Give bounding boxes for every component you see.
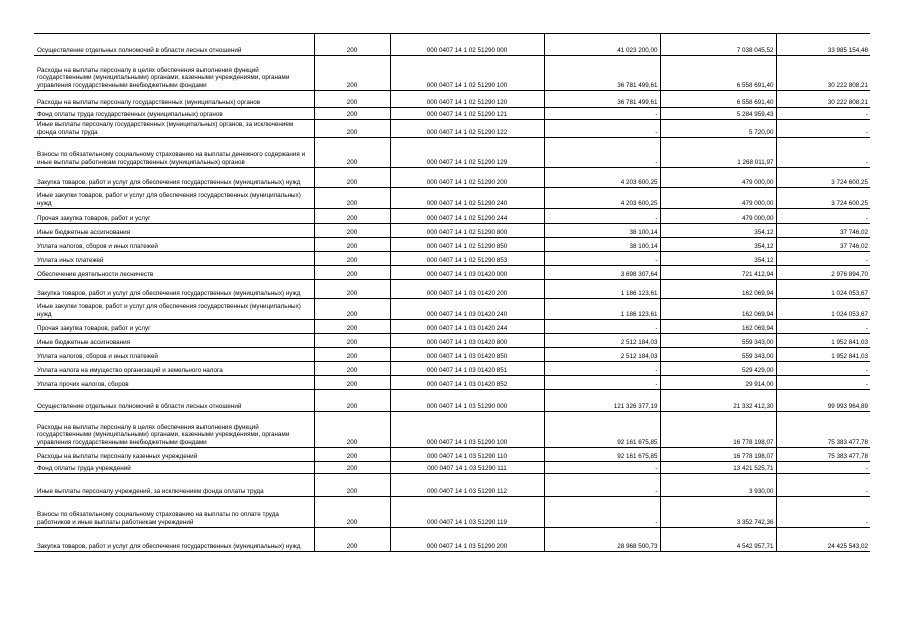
row-approved-amount-cell: 121 326 377,19 — [544, 390, 660, 412]
row-remaining-amount-cell: 24 425 543,02 — [776, 528, 870, 552]
row-remaining-amount-cell: 1 952 841,03 — [776, 334, 870, 348]
table-row — [34, 348, 870, 362]
row-remaining-amount-cell: - — [776, 108, 870, 120]
table-row — [34, 56, 870, 91]
row-approved-amount-cell: - — [544, 138, 660, 168]
row-name-cell: Иные закупки товаров, работ и услуг для обеспечения государственных (муниципальных) нужд — [34, 299, 314, 320]
row-code-cell: 200 — [314, 474, 390, 497]
table-row — [34, 120, 870, 138]
row-code-cell: 200 — [314, 462, 390, 474]
row-code-cell: 200 — [314, 91, 390, 108]
row-executed-amount-cell: 6 558 691,40 — [660, 56, 776, 91]
table-row — [34, 34, 870, 56]
row-code-cell: 200 — [314, 376, 390, 390]
row-executed-amount-cell: 4 542 957,71 — [660, 528, 776, 552]
table-body — [34, 34, 870, 552]
row-code-cell: 200 — [314, 280, 390, 299]
row-code-cell: 200 — [314, 299, 390, 320]
row-executed-amount-cell: 7 038 045,52 — [660, 34, 776, 56]
row-name-cell: Взносы по обязательному социальному страхованию на выплаты по оплате труда работников и иные выплаты работникам учреждений — [34, 497, 314, 528]
row-approved-amount-cell: 38 100,14 — [544, 224, 660, 238]
row-name-cell: Иные бюджетные ассигнования — [34, 224, 314, 238]
row-name-cell: Прочая закупка товаров, работ и услуг — [34, 320, 314, 334]
row-executed-amount-cell: 559 343,00 — [660, 334, 776, 348]
row-classification-code-cell: 000 0407 14 1 03 51290 100 — [390, 412, 544, 448]
row-executed-amount-cell: 162 069,94 — [660, 280, 776, 299]
row-name-cell: Иные закупки товаров, работ и услуг для обеспечения государственных (муниципальных) нужд — [34, 188, 314, 209]
row-approved-amount-cell: - — [544, 209, 660, 224]
row-name-cell: Уплата налогов, сборов и иных платежей — [34, 348, 314, 362]
row-executed-amount-cell: 354,12 — [660, 224, 776, 238]
row-classification-code-cell: 000 0407 14 1 03 01420 852 — [390, 376, 544, 390]
table-row — [34, 138, 870, 168]
row-approved-amount-cell: - — [544, 320, 660, 334]
row-code-cell: 200 — [314, 188, 390, 209]
row-approved-amount-cell: - — [544, 462, 660, 474]
row-approved-amount-cell: - — [544, 362, 660, 376]
row-code-cell: 200 — [314, 224, 390, 238]
row-executed-amount-cell: 479 000,00 — [660, 188, 776, 209]
table-row — [34, 376, 870, 390]
row-approved-amount-cell: 4 203 600,25 — [544, 188, 660, 209]
row-name-cell: Расходы на выплаты персоналу государственных (муниципальных) органов — [34, 91, 314, 108]
row-approved-amount-cell: 41 023 200,00 — [544, 34, 660, 56]
row-approved-amount-cell: - — [544, 376, 660, 390]
row-remaining-amount-cell: 1 024 053,67 — [776, 280, 870, 299]
row-code-cell: 200 — [314, 362, 390, 376]
row-classification-code-cell: 000 0407 14 1 02 51290 000 — [390, 34, 544, 56]
table-row — [34, 334, 870, 348]
row-classification-code-cell: 000 0407 14 1 03 51290 112 — [390, 474, 544, 497]
row-classification-code-cell: 000 0407 14 1 03 01420 240 — [390, 299, 544, 320]
row-remaining-amount-cell: 3 724 600,25 — [776, 168, 870, 188]
row-executed-amount-cell: 6 558 691,40 — [660, 91, 776, 108]
row-approved-amount-cell: 36 781 499,61 — [544, 91, 660, 108]
row-name-cell: Иные бюджетные ассигнования — [34, 334, 314, 348]
row-name-cell: Закупка товаров, работ и услуг для обеспечения государственных (муниципальных) нужд — [34, 168, 314, 188]
row-approved-amount-cell: - — [544, 474, 660, 497]
row-remaining-amount-cell: 2 976 894,70 — [776, 266, 870, 280]
row-remaining-amount-cell: - — [776, 320, 870, 334]
row-approved-amount-cell: 1 186 123,61 — [544, 299, 660, 320]
table-row — [34, 224, 870, 238]
table-row — [34, 528, 870, 552]
table-row — [34, 320, 870, 334]
table-row — [34, 390, 870, 412]
table-row — [34, 168, 870, 188]
row-classification-code-cell: 000 0407 14 1 02 51290 100 — [390, 56, 544, 91]
row-remaining-amount-cell: 99 993 964,89 — [776, 390, 870, 412]
row-remaining-amount-cell: - — [776, 252, 870, 266]
row-executed-amount-cell: 16 778 198,07 — [660, 448, 776, 462]
row-name-cell: Расходы на выплаты персоналу в целях обеспечения выполнения функций государственными (муниципальными) органами, казенными учреждениями, органами управления государственными внебюджетными фондами — [34, 56, 314, 91]
row-code-cell: 200 — [314, 209, 390, 224]
table-row — [34, 108, 870, 120]
row-remaining-amount-cell: - — [776, 362, 870, 376]
row-approved-amount-cell: - — [544, 120, 660, 138]
row-remaining-amount-cell: - — [776, 376, 870, 390]
row-executed-amount-cell: 162 069,94 — [660, 320, 776, 334]
row-approved-amount-cell: 92 161 675,85 — [544, 412, 660, 448]
row-classification-code-cell: 000 0407 14 1 02 51290 244 — [390, 209, 544, 224]
row-executed-amount-cell: 559 343,00 — [660, 348, 776, 362]
row-executed-amount-cell: 5 284 959,43 — [660, 108, 776, 120]
row-classification-code-cell: 000 0407 14 1 02 51290 200 — [390, 168, 544, 188]
row-name-cell: Уплата иных платежей — [34, 252, 314, 266]
row-executed-amount-cell: 354,12 — [660, 252, 776, 266]
row-remaining-amount-cell: 75 383 477,78 — [776, 412, 870, 448]
row-executed-amount-cell: 479 000,00 — [660, 209, 776, 224]
row-classification-code-cell: 000 0407 14 1 03 51290 110 — [390, 448, 544, 462]
row-approved-amount-cell: 4 203 600,25 — [544, 168, 660, 188]
row-name-cell: Обеспечение деятельности лесничеств — [34, 266, 314, 280]
row-code-cell: 200 — [314, 497, 390, 528]
table-row — [34, 188, 870, 209]
row-remaining-amount-cell: 37 746,02 — [776, 224, 870, 238]
row-approved-amount-cell: 2 512 184,03 — [544, 348, 660, 362]
row-executed-amount-cell: 162 069,94 — [660, 299, 776, 320]
row-executed-amount-cell: 21 332 412,30 — [660, 390, 776, 412]
table-row — [34, 252, 870, 266]
row-name-cell: Осуществление отдельных полномочий в области лесных отношений — [34, 390, 314, 412]
row-classification-code-cell: 000 0407 14 1 02 51290 122 — [390, 120, 544, 138]
row-executed-amount-cell: 13 421 525,71 — [660, 462, 776, 474]
row-code-cell: 200 — [314, 34, 390, 56]
row-name-cell: Осуществление отдельных полномочий в области лесных отношений — [34, 34, 314, 56]
row-name-cell: Фонд оплаты труда государственных (муниципальных) органов — [34, 108, 314, 120]
row-code-cell: 200 — [314, 120, 390, 138]
row-executed-amount-cell: 3 930,00 — [660, 474, 776, 497]
row-remaining-amount-cell: 1 024 053,67 — [776, 299, 870, 320]
row-executed-amount-cell: 5 720,00 — [660, 120, 776, 138]
row-remaining-amount-cell: - — [776, 462, 870, 474]
row-executed-amount-cell: 1 268 011,97 — [660, 138, 776, 168]
budget-execution-table — [34, 33, 870, 552]
table-row — [34, 448, 870, 462]
table-row — [34, 209, 870, 224]
row-approved-amount-cell: 2 512 184,03 — [544, 334, 660, 348]
row-code-cell: 200 — [314, 348, 390, 362]
table-row — [34, 497, 870, 528]
row-approved-amount-cell: 1 186 123,61 — [544, 280, 660, 299]
row-approved-amount-cell: - — [544, 108, 660, 120]
row-classification-code-cell: 000 0407 14 1 03 01420 200 — [390, 280, 544, 299]
table-row — [34, 266, 870, 280]
row-remaining-amount-cell: 30 222 808,21 — [776, 56, 870, 91]
row-code-cell: 200 — [314, 412, 390, 448]
table-row — [34, 462, 870, 474]
table-row — [34, 280, 870, 299]
row-remaining-amount-cell: - — [776, 120, 870, 138]
row-remaining-amount-cell: - — [776, 474, 870, 497]
row-name-cell: Расходы на выплаты персоналу в целях обеспечения выполнения функций государственными (муниципальными) органами, казенными учреждениями, органами управления государственными внебюджетными фондами — [34, 412, 314, 448]
row-approved-amount-cell: - — [544, 252, 660, 266]
row-name-cell: Закупка товаров, работ и услуг для обеспечения государственных (муниципальных) нужд — [34, 528, 314, 552]
row-executed-amount-cell: 479 000,00 — [660, 168, 776, 188]
row-code-cell: 200 — [314, 528, 390, 552]
row-code-cell: 200 — [314, 390, 390, 412]
row-code-cell: 200 — [314, 252, 390, 266]
row-executed-amount-cell: 3 352 742,36 — [660, 497, 776, 528]
row-approved-amount-cell: 38 100,14 — [544, 238, 660, 252]
row-name-cell: Иные выплаты персоналу учреждений, за исключением фонда оплаты труда — [34, 474, 314, 497]
row-remaining-amount-cell: 75 383 477,78 — [776, 448, 870, 462]
row-executed-amount-cell: 29 914,00 — [660, 376, 776, 390]
row-name-cell: Взносы по обязательному социальному страхованию на выплаты денежного содержания и иные выплаты работникам государственных (муниципальных) органов — [34, 138, 314, 168]
row-code-cell: 200 — [314, 138, 390, 168]
table-row — [34, 91, 870, 108]
row-name-cell: Иные выплаты персоналу государственных (муниципальных) органов, за исключением фонда оплаты труда — [34, 120, 314, 138]
row-classification-code-cell: 000 0407 14 1 03 01420 850 — [390, 348, 544, 362]
row-classification-code-cell: 000 0407 14 1 03 51290 111 — [390, 462, 544, 474]
row-executed-amount-cell: 721 412,94 — [660, 266, 776, 280]
row-code-cell: 200 — [314, 108, 390, 120]
table-row — [34, 362, 870, 376]
row-remaining-amount-cell: - — [776, 138, 870, 168]
row-code-cell: 200 — [314, 448, 390, 462]
row-classification-code-cell: 000 0407 14 1 02 51290 120 — [390, 91, 544, 108]
row-name-cell: Уплата налогов, сборов и иных платежей — [34, 238, 314, 252]
row-remaining-amount-cell: 30 222 808,21 — [776, 91, 870, 108]
row-code-cell: 200 — [314, 266, 390, 280]
row-name-cell: Расходы на выплаты персоналу казенных учреждений — [34, 448, 314, 462]
row-remaining-amount-cell: 37 746,02 — [776, 238, 870, 252]
row-classification-code-cell: 000 0407 14 1 02 51290 800 — [390, 224, 544, 238]
row-code-cell: 200 — [314, 320, 390, 334]
row-classification-code-cell: 000 0407 14 1 02 51290 850 — [390, 238, 544, 252]
row-classification-code-cell: 000 0407 14 1 03 51290 200 — [390, 528, 544, 552]
row-approved-amount-cell: 3 698 307,64 — [544, 266, 660, 280]
row-approved-amount-cell: 28 968 500,73 — [544, 528, 660, 552]
table-row — [34, 299, 870, 320]
row-executed-amount-cell: 354,12 — [660, 238, 776, 252]
row-classification-code-cell: 000 0407 14 1 03 51290 000 — [390, 390, 544, 412]
table-row — [34, 474, 870, 497]
row-classification-code-cell: 000 0407 14 1 02 51290 240 — [390, 188, 544, 209]
row-code-cell: 200 — [314, 334, 390, 348]
row-approved-amount-cell: - — [544, 497, 660, 528]
row-classification-code-cell: 000 0407 14 1 03 01420 000 — [390, 266, 544, 280]
row-classification-code-cell: 000 0407 14 1 02 51290 121 — [390, 108, 544, 120]
row-executed-amount-cell: 529 429,00 — [660, 362, 776, 376]
row-remaining-amount-cell: 3 724 600,25 — [776, 188, 870, 209]
row-name-cell: Уплата налога на имущество организаций и земельного налога — [34, 362, 314, 376]
row-name-cell: Фонд оплаты труда учреждений — [34, 462, 314, 474]
table-row — [34, 412, 870, 448]
row-name-cell: Прочая закупка товаров, работ и услуг — [34, 209, 314, 224]
table-row — [34, 238, 870, 252]
row-classification-code-cell: 000 0407 14 1 02 51290 853 — [390, 252, 544, 266]
row-classification-code-cell: 000 0407 14 1 03 01420 244 — [390, 320, 544, 334]
row-classification-code-cell: 000 0407 14 1 03 51290 119 — [390, 497, 544, 528]
row-executed-amount-cell: 16 778 198,07 — [660, 412, 776, 448]
row-remaining-amount-cell: 33 985 154,48 — [776, 34, 870, 56]
row-remaining-amount-cell: - — [776, 497, 870, 528]
row-name-cell: Уплата прочих налогов, сборов — [34, 376, 314, 390]
row-code-cell: 200 — [314, 238, 390, 252]
row-remaining-amount-cell: - — [776, 209, 870, 224]
row-approved-amount-cell: 92 161 675,85 — [544, 448, 660, 462]
row-approved-amount-cell: 36 781 499,61 — [544, 56, 660, 91]
row-classification-code-cell: 000 0407 14 1 03 01420 800 — [390, 334, 544, 348]
row-remaining-amount-cell: 1 952 841,03 — [776, 348, 870, 362]
row-classification-code-cell: 000 0407 14 1 02 51290 129 — [390, 138, 544, 168]
row-code-cell: 200 — [314, 168, 390, 188]
row-name-cell: Закупка товаров, работ и услуг для обеспечения государственных (муниципальных) нужд — [34, 280, 314, 299]
row-classification-code-cell: 000 0407 14 1 03 01420 851 — [390, 362, 544, 376]
row-code-cell: 200 — [314, 56, 390, 91]
